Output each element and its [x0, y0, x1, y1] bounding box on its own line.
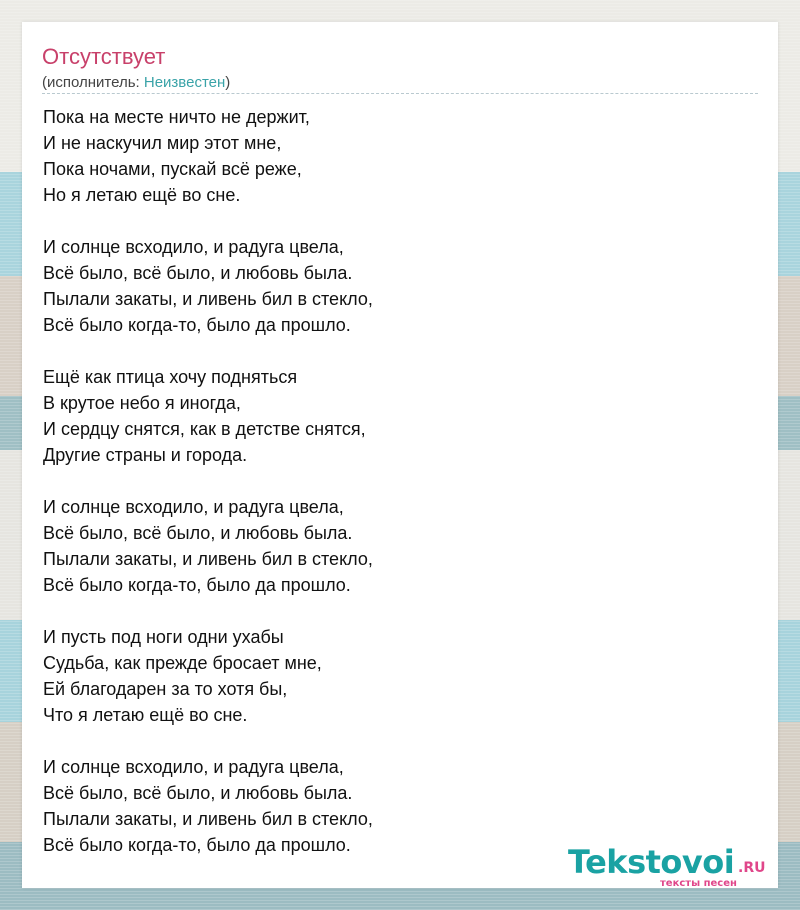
- lyrics-line: Пылали закаты, и ливень бил в стекло,: [43, 809, 373, 829]
- lyrics-stanza: [43, 364, 373, 468]
- lyrics-line: Всё было когда-то, было да прошло.: [43, 835, 351, 855]
- performer-suffix: ): [225, 74, 231, 91]
- lyrics-line: И пусть под ноги одни ухабы: [43, 627, 284, 647]
- lyrics-line: Судьба, как прежде бросает мне,: [43, 653, 322, 673]
- lyrics-stanza: [43, 494, 373, 598]
- lyrics-line: Пылали закаты, и ливень бил в стекло,: [43, 289, 373, 309]
- lyrics-stanza: [43, 234, 373, 338]
- song-title: Отсутствует: [42, 44, 166, 69]
- lyrics-line: Всё было когда-то, было да прошло.: [43, 575, 351, 595]
- lyrics-line: Пока на месте ничто не держит,: [43, 107, 310, 127]
- lyrics-line: Но я летаю ещё во сне.: [43, 185, 241, 205]
- lyrics-line: Пока ночами, пускай всё реже,: [43, 159, 302, 179]
- title-divider: [42, 93, 758, 94]
- site-logo[interactable]: [568, 844, 778, 888]
- performer-prefix: (исполнитель:: [42, 74, 144, 91]
- lyrics-line: И солнце всходило, и радуга цвела,: [43, 757, 344, 777]
- lyrics-line: Что я летаю ещё во сне.: [43, 705, 248, 725]
- lyrics-line: В крутое небо я иногда,: [43, 393, 241, 413]
- lyrics-stanza: [43, 624, 373, 728]
- lyrics-line: Всё было, всё было, и любовь была.: [43, 263, 353, 283]
- lyrics-line: И не наскучил мир этот мне,: [43, 133, 282, 153]
- artist-link[interactable]: Неизвестен: [143, 74, 226, 91]
- performer-line: [42, 74, 230, 92]
- lyrics-line: Пылали закаты, и ливень бил в стекло,: [43, 549, 373, 569]
- lyrics-line: Ещё как птица хочу подняться: [43, 367, 298, 387]
- lyrics-line: Другие страны и города.: [43, 445, 248, 465]
- logo-domain: .RU: [738, 860, 766, 876]
- lyrics-stanza: [43, 104, 373, 208]
- lyrics-line: И солнце всходило, и радуга цвела,: [43, 497, 344, 517]
- lyrics-text: [43, 104, 373, 884]
- lyrics-line: И солнце всходило, и радуга цвела,: [43, 237, 344, 257]
- lyrics-stanza: [43, 754, 373, 858]
- logo-wordmark: Tekstovoi: [568, 843, 735, 881]
- lyrics-line: И сердцу снятся, как в детстве снятся,: [43, 419, 366, 439]
- lyrics-line: Ей благодарен за то хотя бы,: [43, 679, 288, 699]
- lyrics-line: Всё было, всё было, и любовь была.: [43, 783, 353, 803]
- lyrics-line: Всё было когда-то, было да прошло.: [43, 315, 351, 335]
- logo-tagline: тексты песен: [660, 878, 737, 889]
- lyrics-card: [22, 22, 778, 888]
- lyrics-line: Всё было, всё было, и любовь была.: [43, 523, 353, 543]
